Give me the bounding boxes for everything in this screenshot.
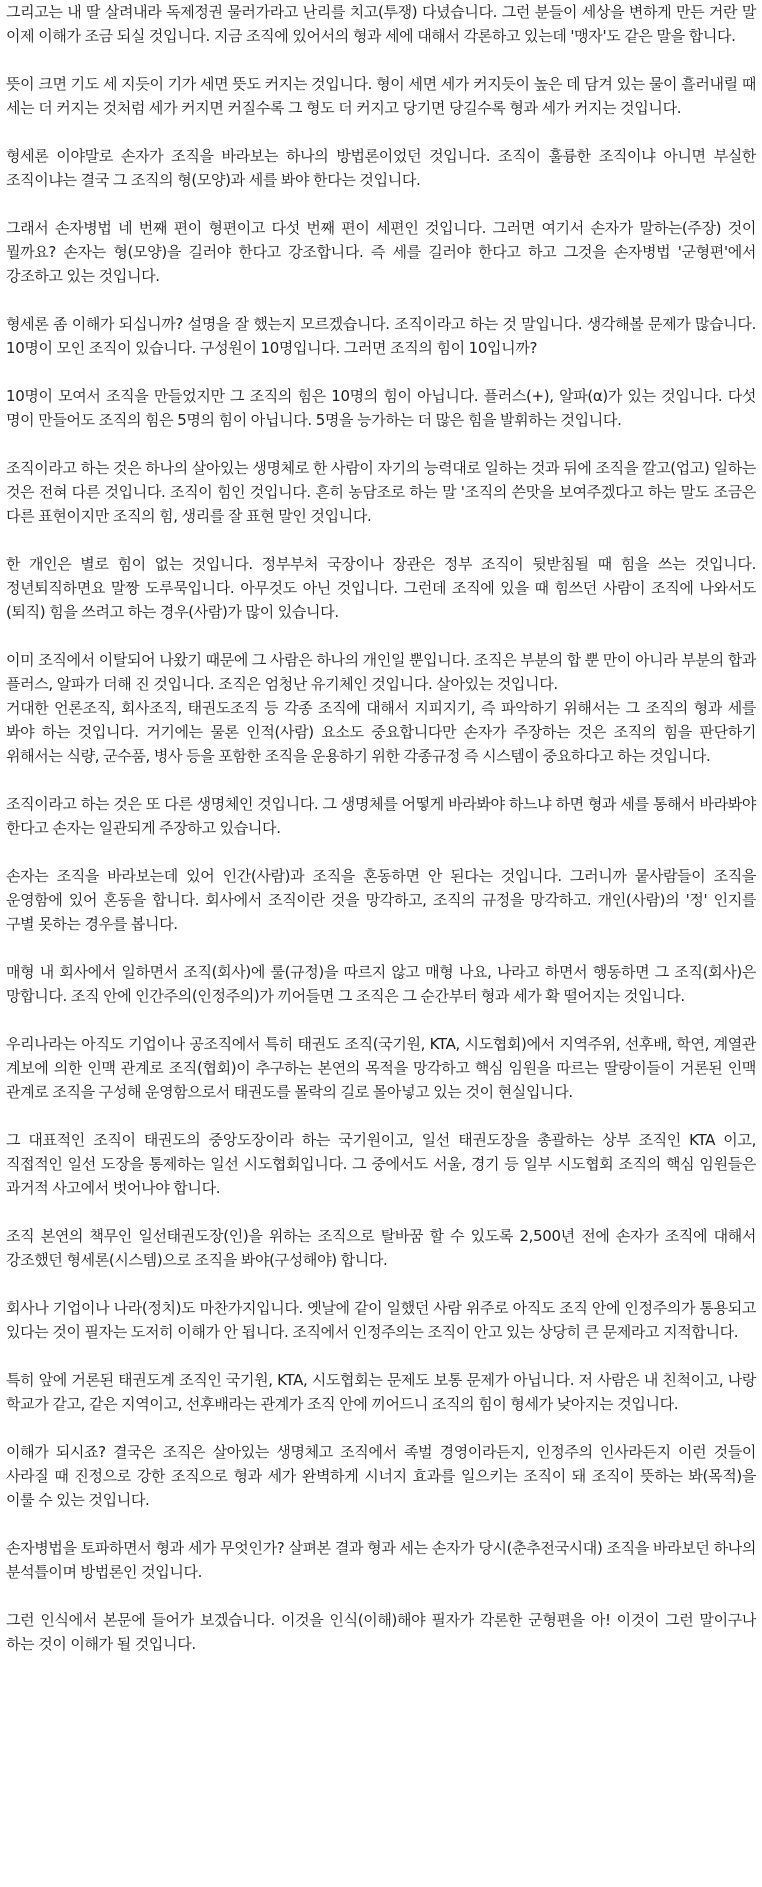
paragraph: 뜻이 크면 기도 세 지듯이 기가 세면 뜻도 커지는 것입니다. 형이 세면 세가 커지듯이 높은 데 담겨 있는 물이 흘러내릴 때 세는 더 커지는 것처럼 세가 커지면 커질수록 그 형도 더 커지고 당기면 당길수록 형과 세가 커지는 것입니다. xyxy=(6,75,756,117)
paragraph: 거대한 언론조직, 회사조직, 태권도조직 등 각종 조직에 대해서 지피지기, 즉 파악하기 위해서는 그 조직의 형과 세를 봐야 하는 것입니다. 거기에는 물론 인적(사람) 요소도 중요합니다만 손자가 주장하는 것은 조직의 힘을 판단하기 위해서는 식량, 군수품, 병사 등을 포함한 조직을 운용하기 위한 각종규정 즉 시스템이 중요하다고 하는 것입니다. xyxy=(6,699,756,765)
paragraph: 10명이 모여서 조직을 만들었지만 그 조직의 힘은 10명의 힘이 아닙니다. 플러스(+), 알파(α)가 있는 것입니다. 다섯 명이 만들어도 조직의 힘은 5명의 힘이 아닙니다. 5명을 능가하는 더 많은 힘을 발휘하는 것입니다. xyxy=(6,387,756,429)
paragraph: 형세론 이야말로 손자가 조직을 바라보는 하나의 방법론이었던 것입니다. 조직이 훌륭한 조직이냐 아니면 부실한 조직이냐는 결국 그 조직의 형(모양)과 세를 봐야 한다는 것입니다. xyxy=(6,147,756,189)
paragraph: 이해가 되시죠? 결국은 조직은 살아있는 생명체고 조직에서 족벌 경영이라든지, 인정주의 인사라든지 이런 것들이 사라질 때 진정으로 강한 조직으로 형과 세가 완벽하게 시너지 효과를 일으키는 조직이 돼 조직이 뜻하는 봐(목적)을 이룰 수 있는 것입니다. xyxy=(6,1443,756,1509)
paragraph: 이미 조직에서 이탈되어 나왔기 때문에 그 사람은 하나의 개인일 뿐입니다. 조직은 부분의 합 뿐 만이 아니라 부분의 합과 플러스, 알파가 더해 진 것입니다. 조직은 엄청난 유기체인 것입니다. 살아있는 것입니다. xyxy=(6,651,756,693)
paragraph: 그리고는 내 딸 살려내라 독제정권 물러가라고 난리를 치고(투쟁) 다녔습니다. 그런 분들이 세상을 변하게 만든 거란 말 이제 이해가 조금 되실 것입니다. 지금 조직에 있어서의 형과 세에 대해서 각론하고 있는데 '맹자'도 같은 말을 합니다. xyxy=(6,3,756,45)
paragraph: 매형 내 회사에서 일하면서 조직(회사)에 룰(규정)을 따르지 않고 매형 나요, 나라고 하면서 행동하면 그 조직(회사)은 망합니다. 조직 안에 인간주의(인정주의)가 끼어들면 그 조직은 그 순간부터 형과 세가 확 떨어지는 것입니다. xyxy=(6,963,756,1005)
paragraph: 회사나 기업이나 나라(정치)도 마찬가지입니다. 옛날에 같이 일했던 사람 위주로 아직도 조직 안에 인정주의가 통용되고 있다는 것이 필자는 도저히 이해가 안 됩니다. 조직에서 인정주의는 조직이 안고 있는 상당히 큰 문제라고 지적합니다. xyxy=(6,1299,756,1341)
paragraph: 형세론 좀 이해가 되십니까? 설명을 잘 했는지 모르겠습니다. 조직이라고 하는 것 말입니다. 생각해볼 문제가 많습니다. 10명이 모인 조직이 있습니다. 구성원이 10명입니다. 그러면 조직의 힘이 10입니까? xyxy=(6,315,756,357)
paragraph: 조직이라고 하는 것은 또 다른 생명체인 것입니다. 그 생명체를 어떻게 바라봐야 하느냐 하면 형과 세를 통해서 바라봐야 한다고 손자는 일관되게 주장하고 있습니다. xyxy=(6,795,756,837)
paragraph: 우리나라는 아직도 기업이나 공조직에서 특히 태권도 조직(국기원, KTA, 시도협회)에서 지역주위, 선후배, 학연, 계열관 계보에 의한 인맥 관계로 조직(협회)이 추구하는 본연의 목적을 망각하고 핵심 임원을 따르는 딸랑이들이 거론된 인맥 관계로 조직을 구성해 운영함으로서 태권도를 몰락의 길로 몰아넣고 있는 것이 현실입니다. xyxy=(6,1035,756,1101)
paragraph: 그래서 손자병법 네 번째 편이 형편이고 다섯 번째 편이 세편인 것입니다. 그러면 여기서 손자가 말하는(주장) 것이 뭘까요? 손자는 형(모양)을 길러야 한다고 강조합니다. 즉 세를 길러야 한다고 하고 그것을 손자병법 '군형편'에서 강조하고 있는 것입니다. xyxy=(6,219,756,285)
paragraph: 조직이라고 하는 것은 하나의 살아있는 생명체로 한 사람이 자기의 능력대로 일하는 것과 뒤에 조직을 깔고(업고) 일하는 것은 전혀 다른 것입니다. 조직이 힘인 것입니다. 흔히 농담조로 하는 말 '조직의 쓴맛을 보여주겠다고 하는 말도 조금은 다른 표현이지만 조직의 힘, 생리를 잘 표현 말인 것입니다. xyxy=(6,459,756,525)
paragraph: 한 개인은 별로 힘이 없는 것입니다. 정부부처 국장이나 장관은 정부 조직이 뒷받침될 때 힘을 쓰는 것입니다. 정년퇴직하면요 말짱 도루묵입니다. 아무것도 아닌 것입니다. 그런데 조직에 있을 때 힘쓰던 사람이 조직에 나와서도(퇴직) 힘을 쓰려고 하는 경우(사람)가 많이 있습니다. xyxy=(6,555,756,621)
paragraph: 손자병법을 토파하면서 형과 세가 무엇인가? 살펴본 결과 형과 세는 손자가 당시(춘추전국시대) 조직을 바라보던 하나의 분석틀이며 방법론인 것입니다. xyxy=(6,1539,756,1581)
paragraph: 그런 인식에서 본문에 들어가 보겠습니다. 이것을 인식(이해)해야 필자가 각론한 군형편을 아! 이것이 그런 말이구나 하는 것이 이해가 될 것입니다. xyxy=(6,1611,756,1653)
article-body xyxy=(6,0,756,1656)
paragraph: 그 대표적인 조직이 태권도의 중앙도장이라 하는 국기원이고, 일선 태권도장을 총괄하는 상부 조직인 KTA 이고, 직접적인 일선 도장을 통제하는 일선 시도협회입니다. 그 중에서도 서울, 경기 등 일부 시도협회 조직의 핵심 임원들은 과거적 사고에서 벗어나야 합니다. xyxy=(6,1131,756,1197)
paragraph: 조직 본연의 책무인 일선태권도장(인)을 위하는 조직으로 탈바꿈 할 수 있도록 2,500년 전에 손자가 조직에 대해서 강조했던 형세론(시스템)으로 조직을 봐야(구성해야) 합니다. xyxy=(6,1227,756,1269)
paragraph: 특히 앞에 거론된 태권도계 조직인 국기원, KTA, 시도협회는 문제도 보통 문제가 아닙니다. 저 사람은 내 친척이고, 나랑 학교가 같고, 같은 지역이고, 선후배라는 관계가 조직 안에 끼어드니 조직의 힘이 형세가 낮아지는 것입니다. xyxy=(6,1371,756,1413)
paragraph: 손자는 조직을 바라보는데 있어 인간(사람)과 조직을 혼동하면 안 된다는 것입니다. 그러니까 뭍사람들이 조직을 운영함에 있어 혼동을 합니다. 회사에서 조직이란 것을 망각하고, 조직의 규정을 망각하고. 개인(사람)의 '정' 인지를 구별 못하는 경우를 봅니다. xyxy=(6,867,756,933)
